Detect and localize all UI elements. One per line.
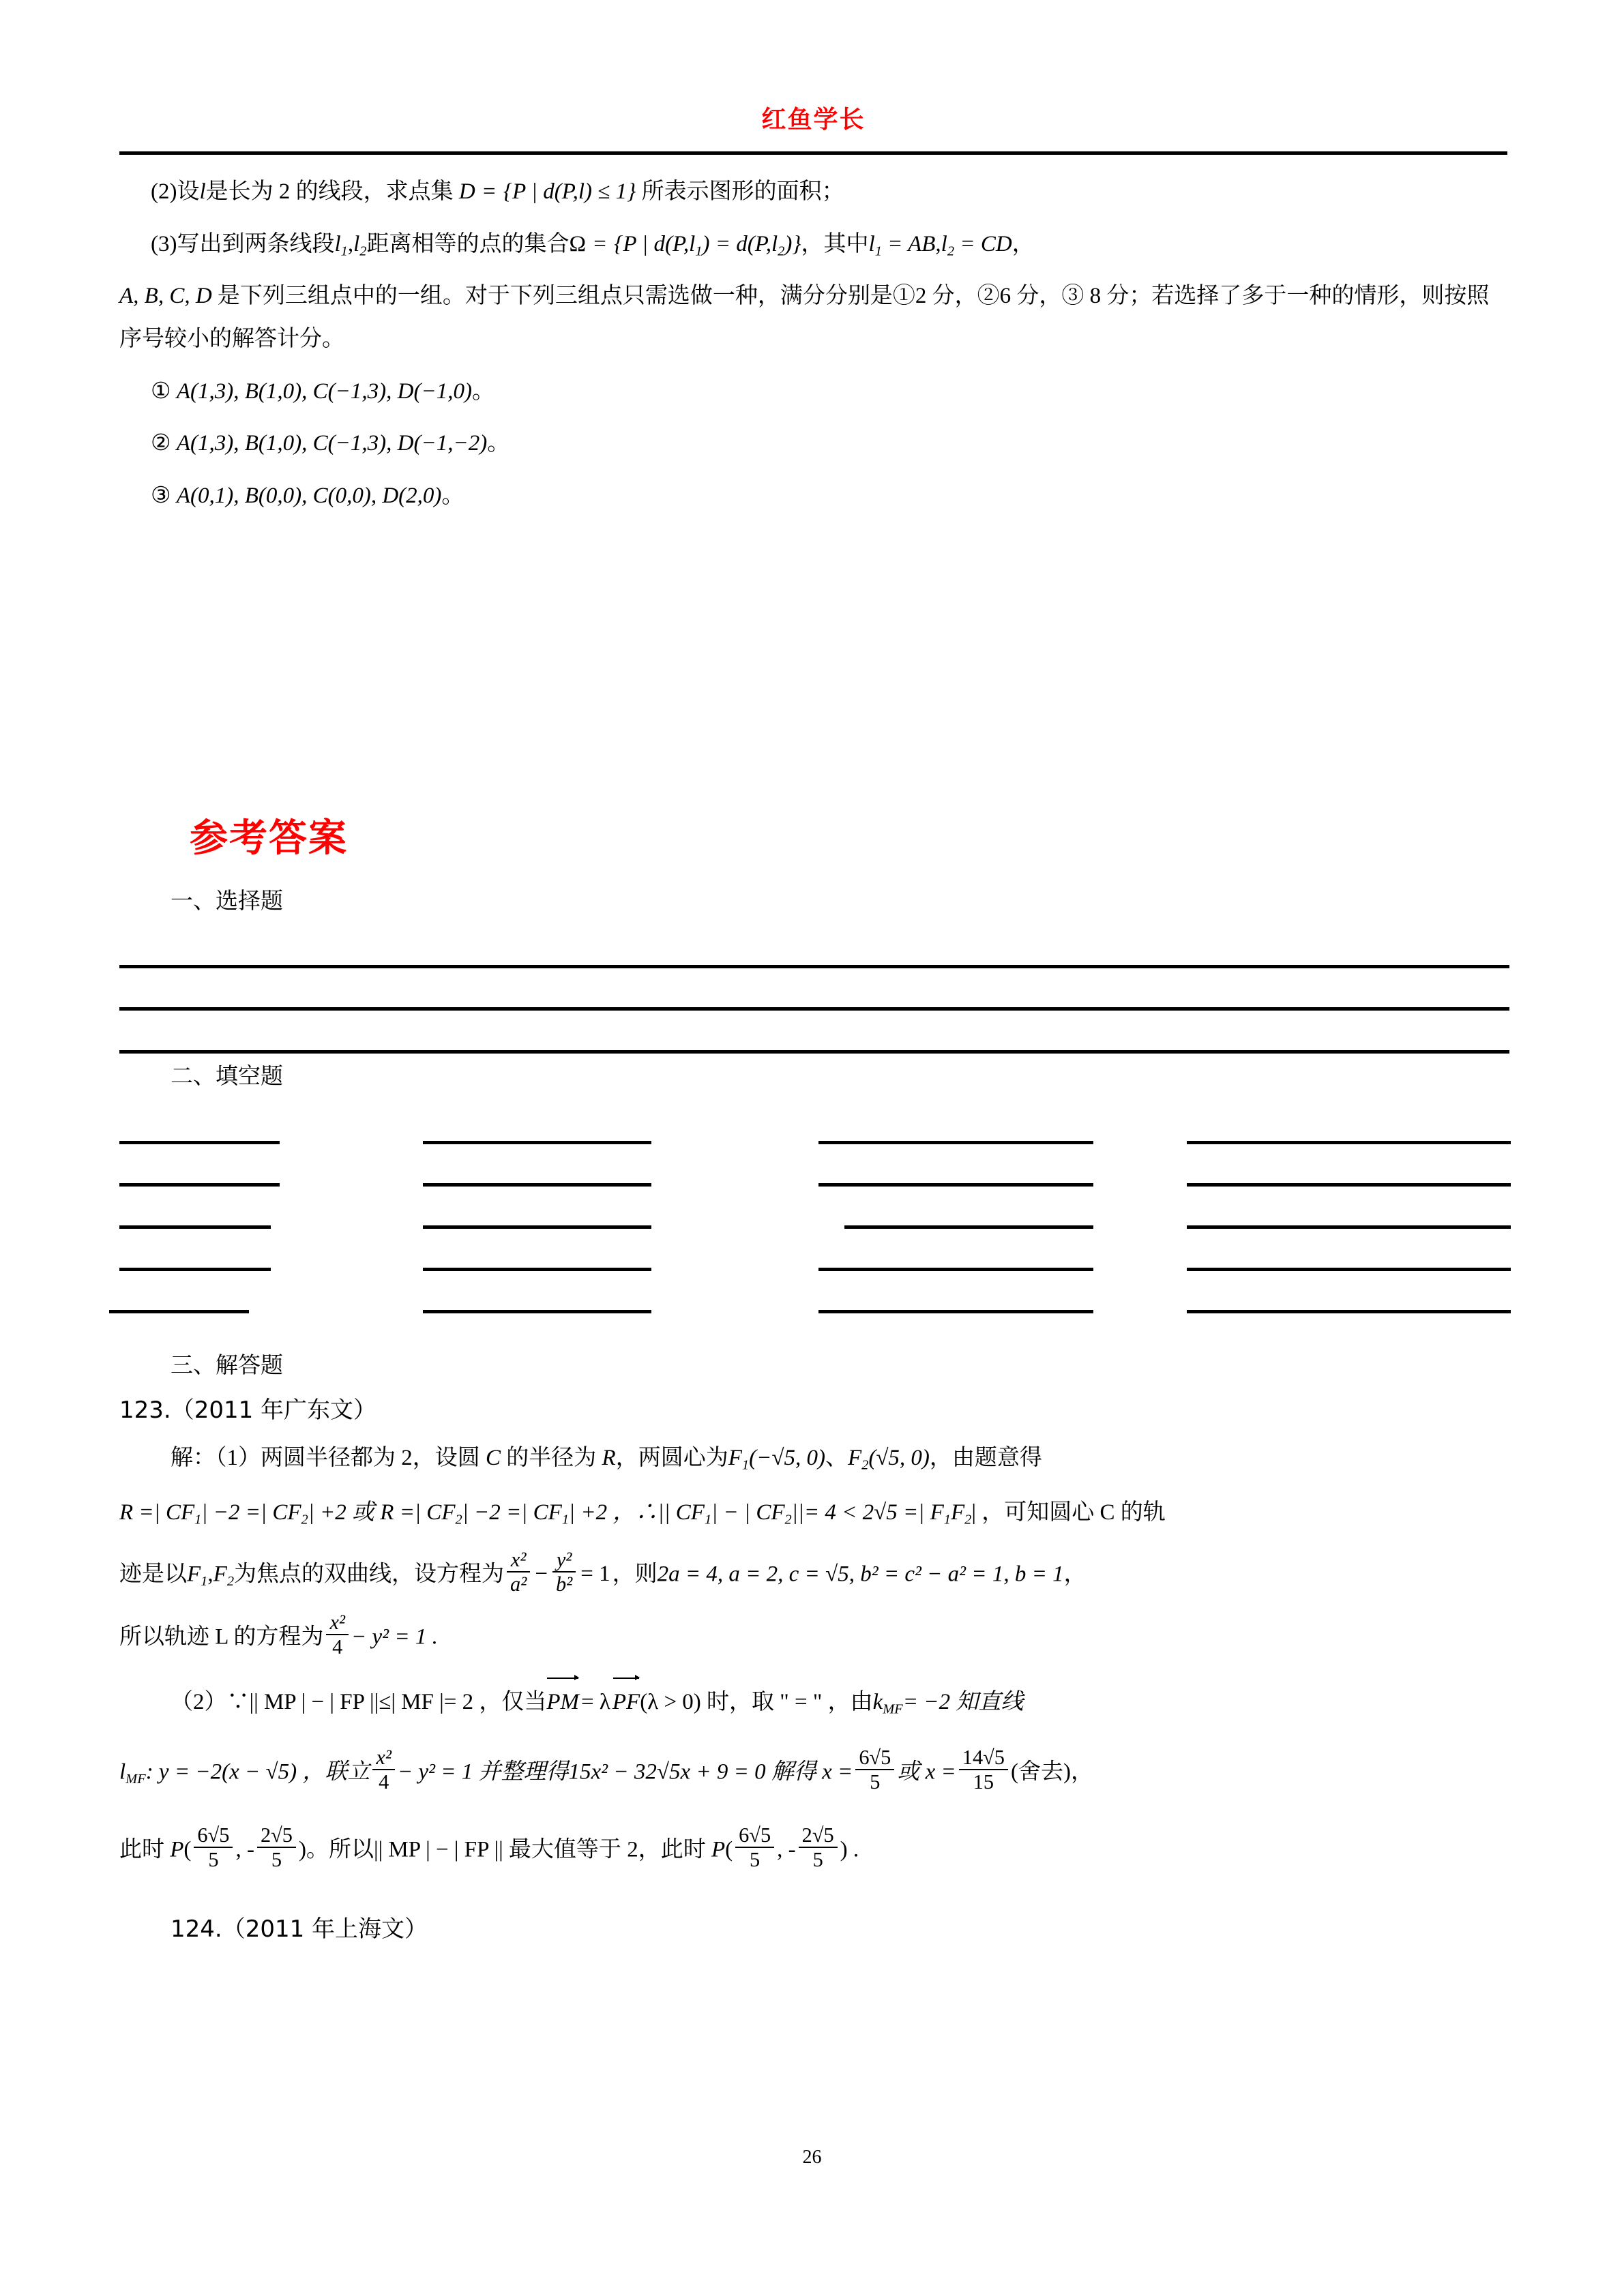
choice-answer-rule-2 [119,1007,1509,1011]
option-end-1: 。 [471,378,494,404]
header-divider [119,151,1507,155]
sol5-vector-pm [546,1682,579,1723]
item3-set-mid: ) = d(P,l [702,231,778,256]
sol6-frac2-den: 5 [870,1770,881,1793]
option-row-3 [119,475,1507,518]
sol6-frac3-den: 15 [973,1770,994,1793]
option-marker-1: ① [151,378,171,404]
sol2-a-sub: 1 [194,1512,202,1527]
sol3-b: 为焦点的双曲线，设方程为 [234,1562,505,1587]
points-text-b: 8 分；若选择了多于一种的情形，则按照序号较小的解答计分。 [119,284,1490,352]
sol7-n2: 2 [627,1836,638,1862]
blank-line [844,1225,1093,1229]
sol3-frac1-num: x² [507,1548,530,1572]
item3-prefix: (3) [151,231,177,256]
sol2-d: | −2 =| CF [462,1500,562,1525]
item2-set-d: D [458,179,475,204]
option-body-2: A(1,3), B(1,0), C(−1,3), D(−1,−2) [176,431,488,456]
item3-text-a: 写出到两条线段 [177,231,335,256]
sol1-var-c: C [486,1446,501,1471]
item3-l2b-sub: 2 [947,243,955,259]
solutions-block [119,1347,1524,1965]
question-points-paragraph [119,275,1507,360]
blank-line [423,1225,651,1229]
sol2-b: | −2 =| CF [201,1500,301,1525]
item3-l1b-sub: 1 [874,243,882,259]
sol7-b: )。所以|| MP | − | FP || 最大值等于 [298,1836,621,1862]
sol6-c: 15x² − 32√5x + 9 = 0 解得 x = [568,1759,853,1784]
sol3-c: ，则 [612,1562,658,1587]
sol4-frac [326,1611,349,1658]
sol6-frac2-num: 6√5 [855,1746,894,1770]
sol7-frac2-num: 2√5 [257,1823,296,1848]
option-row-2 [119,422,1507,465]
sol7-frac2-den: 5 [271,1847,282,1871]
solution-line-5 [119,1682,1524,1723]
question-tail [119,170,1507,527]
sol3-comma: , [207,1562,213,1587]
sol1-f1: F [728,1446,742,1471]
blank-line [818,1310,1093,1313]
item3-set-end: )} [784,231,801,256]
blank-line [818,1268,1093,1271]
item3-l1-sub: 1 [340,243,348,259]
sol6-frac-3 [959,1746,1008,1793]
sol3-frac2-den: b² [555,1572,573,1596]
item3-set-body: {P | d(P,l [614,231,696,256]
sol7-frac4-den: 5 [812,1847,823,1871]
sol3-frac-1 [507,1548,530,1596]
option-marker-3: ③ [151,483,171,509]
sol7-frac-3 [735,1823,774,1871]
sol3-vals: 2a = 4, a = 2, c = √5, b² = c² − a² = 1, b = 1 [657,1562,1064,1587]
item3-l2: l [353,231,360,256]
sol4-rest: − y² = 1 . [351,1624,438,1650]
item3-l1b: l [868,231,875,256]
sol3-eq1: = 1 [580,1562,610,1587]
sol4-a: 所以轨迹 L 的方程为 [119,1624,324,1650]
sol7-p: P [170,1836,184,1862]
item3-omega: Ω [569,231,587,256]
sol2-c: | +2 或 R =| CF [308,1500,456,1525]
question-item-3 [119,223,1507,266]
blank-line [818,1141,1093,1144]
choice-answer-rule-3 [119,1050,1509,1054]
option-body-3: A(0,1), B(0,0), C(0,0), D(2,0) [176,483,442,509]
sol6-e: (舍去)， [1010,1759,1093,1784]
sol5-vector-pf [612,1682,640,1723]
sol6-a: : y = −2(x − √5) ，联立 [145,1759,370,1784]
item3-set-sub1: 1 [695,243,703,259]
choice-answer-rule-1 [119,965,1509,968]
sol2-e-sub: 1 [704,1512,712,1527]
item3-l1: l [334,231,341,256]
sol6-frac-2 [855,1746,894,1793]
score-2: 6 分， [999,284,1062,309]
sol7-frac-2 [257,1823,296,1871]
blank-line [119,1225,271,1229]
sol5-vec2-body: PF [612,1689,640,1714]
sol2-g-sub: 1 [943,1512,951,1527]
sol3-f1: F [187,1562,201,1587]
sol3-frac2-num: y² [552,1548,576,1572]
sol2-f: | − | CF [711,1500,785,1525]
question-item-2 [119,170,1507,213]
sol6-frac3-num: 14√5 [959,1746,1008,1770]
sol6-l: l [119,1759,126,1784]
item2-set-body: {P | d(P,l) ≤ 1} [503,179,636,204]
blank-line [423,1268,651,1271]
sol1-text-a: 解：（1）两圆半径都为 [171,1446,396,1471]
blank-line [119,1141,280,1144]
sol2-h-sub: 2 [964,1512,972,1527]
item3-text-c: ，其中 [801,231,869,256]
sol7-comma: , - [235,1836,254,1862]
answers-heading: 参考答案 [190,816,348,861]
blank-line [1187,1141,1511,1144]
item2-eq: = [483,179,496,204]
sol3-d: ， [1063,1562,1087,1587]
blank-line [1187,1183,1511,1187]
blank-line [423,1310,651,1313]
page-header [119,108,1507,132]
solution-line-4 [119,1611,1524,1658]
sol4-frac-den: 4 [332,1635,343,1658]
section-heading-blank: 二、填空题 [171,1064,283,1089]
sol1-f1-body: (−√5, 0) [749,1446,825,1471]
sol1-var-r: R [602,1446,616,1471]
item3-def1: = AB, [887,231,941,256]
sol6-d: 或 x = [897,1759,956,1784]
solution-line-7: 此时 P( $\frac{6√5}{5}$ , - $\frac{2√5}{5}$ )。所以|| MP | − | FP || 最大值等于 2，此时 P( $\frac{6√5}{5}$ , - $\frac{2√5}{5}$ ) . [119,1823,859,1871]
points-text-a: 是下列三组点中的一组。对于下列三组点只需选做一种，满分分别是 [217,284,893,309]
sol5-k: k [872,1689,883,1714]
sol1-text-c: 的半径为 [506,1446,597,1471]
item3-set-sub2: 2 [778,243,785,259]
sol7-comma2: , - [777,1836,796,1862]
solution-line-1 [119,1439,1524,1478]
sol2-f-sub: 2 [784,1512,792,1527]
sol3-f2-sub: 2 [226,1573,235,1589]
solution-line-2 [119,1493,1524,1533]
sol1-text-e: ，由题意得 [929,1446,1042,1471]
sol7-frac3-num: 6√5 [735,1823,774,1848]
sol1-f2-sub: 2 [861,1457,869,1473]
page-number: 26 [802,2147,822,2168]
sol6-frac1-num: x² [372,1746,395,1770]
sol1-num2: 2 [401,1446,413,1471]
sol3-frac-2 [552,1548,576,1596]
score-1: 2 分， [915,284,977,309]
sol5-b: (λ > 0) 时，取 " = " ，由 [640,1689,873,1714]
option-end-2: 。 [487,431,510,456]
blank-line [119,1183,280,1187]
sol7-a: 此时 [119,1836,164,1862]
sol5-a: （2）∵|| MP | − | FP ||≤| MF |= 2 ，仅当 [171,1689,547,1714]
solution-line-3 [119,1548,1524,1596]
sol3-a: 迹是以 [119,1562,187,1587]
blank-line [119,1268,271,1271]
item2-num: 2 [278,179,291,204]
sol2-h: F [950,1500,965,1525]
sol3-minus: − [535,1562,548,1587]
blank-line [1187,1225,1511,1229]
sol7-frac-4 [799,1823,838,1871]
sol7-c: ，此时 [638,1836,706,1862]
sol1-sep: 、 [825,1446,848,1471]
sol1-f1-sub: 1 [741,1457,750,1473]
sol1-text-d: ，两圆心为 [615,1446,728,1471]
sol7-d: ) . [840,1836,859,1862]
sol2-i: | ，可知圆心 C 的轨 [971,1500,1166,1525]
blank-line [423,1183,651,1187]
item2-prefix: (2) [151,179,177,204]
sol5-vec1-body: PM [546,1689,579,1714]
score-marker-2: ② [977,284,1000,309]
item3-l2b: l [941,231,947,256]
item3-eq: = [593,231,606,256]
sol1-f2-body: (√5, 0) [868,1446,930,1471]
sol6-b: − y² = 1 并整理得 [397,1759,569,1784]
item3-def2: = CD [960,231,1012,256]
sol7-frac-1 [194,1823,233,1871]
sol6-l-sub: MF [126,1771,146,1787]
sol2-e: | +2 ，∴|| CF [569,1500,705,1525]
sol2-c-sub: 2 [455,1512,462,1527]
sol6-frac1-den: 4 [379,1770,389,1793]
blank-line [1187,1310,1511,1313]
option-marker-2: ② [151,431,171,456]
sol2-d-sub: 1 [561,1512,570,1527]
item3-comma-end: ， [1012,231,1035,256]
item3-l2-sub: 2 [359,243,367,259]
score-marker-1: ① [892,284,915,309]
sol5-c: = −2 知直线 [902,1689,1024,1714]
sol7-frac3-den: 5 [750,1847,761,1871]
solution-number-123: 123.（2011 年广东文） [119,1396,377,1424]
sol3-f1-sub: 1 [201,1573,208,1589]
sol3-frac1-den: a² [510,1572,527,1596]
option-row-1 [119,370,1507,413]
item2-var-l: l [199,179,206,204]
item2-text-d: 所表示图形的面积； [641,179,844,204]
section-heading-solution: 三、解答题 [171,1354,283,1378]
watermark-title: 红鱼学长 [761,106,866,134]
sol4-frac-num: x² [326,1611,349,1635]
sol5-eq: = λ [581,1689,610,1714]
blank-line [1187,1268,1511,1271]
points-list: A, B, C, D [119,284,212,309]
option-body-1: A(1,3), B(1,0), C(−1,3), D(−1,0) [176,378,472,404]
sol1-text-b: ，设圆 [412,1446,480,1471]
blank-line [423,1141,651,1144]
sol6-frac-1 [372,1746,395,1793]
sol7-p2: P [711,1836,726,1862]
sol2-b-sub: 2 [301,1512,308,1527]
section-heading-choice: 一、选择题 [171,889,283,914]
sol5-k-sub: MF [883,1701,903,1717]
item2-text-a: 设 [177,179,200,204]
sol3-f2: F [213,1562,227,1587]
solution-line-6 [119,1746,1524,1793]
item2-text-c: 的线段，求点集 [295,179,454,204]
sol1-f2: F [847,1446,862,1471]
blank-line [109,1310,249,1313]
sol7-frac1-den: 5 [208,1847,219,1871]
item3-comma: , [347,231,354,256]
sol7-frac1-num: 6√5 [194,1823,233,1848]
item3-text-b: 距离相等的点的集合 [366,231,570,256]
sol7-frac4-num: 2√5 [799,1823,838,1848]
item2-text-b: 是长为 [205,179,274,204]
sol2-a: R =| CF [119,1500,195,1525]
sol2-g: ||= 4 < 2√5 =| F [791,1500,944,1525]
solution-number-124: 124.（2011 年上海文） [171,1915,428,1943]
score-marker-3: ③ [1061,284,1084,309]
blank-line [818,1183,1093,1187]
option-end-3: 。 [441,483,464,509]
